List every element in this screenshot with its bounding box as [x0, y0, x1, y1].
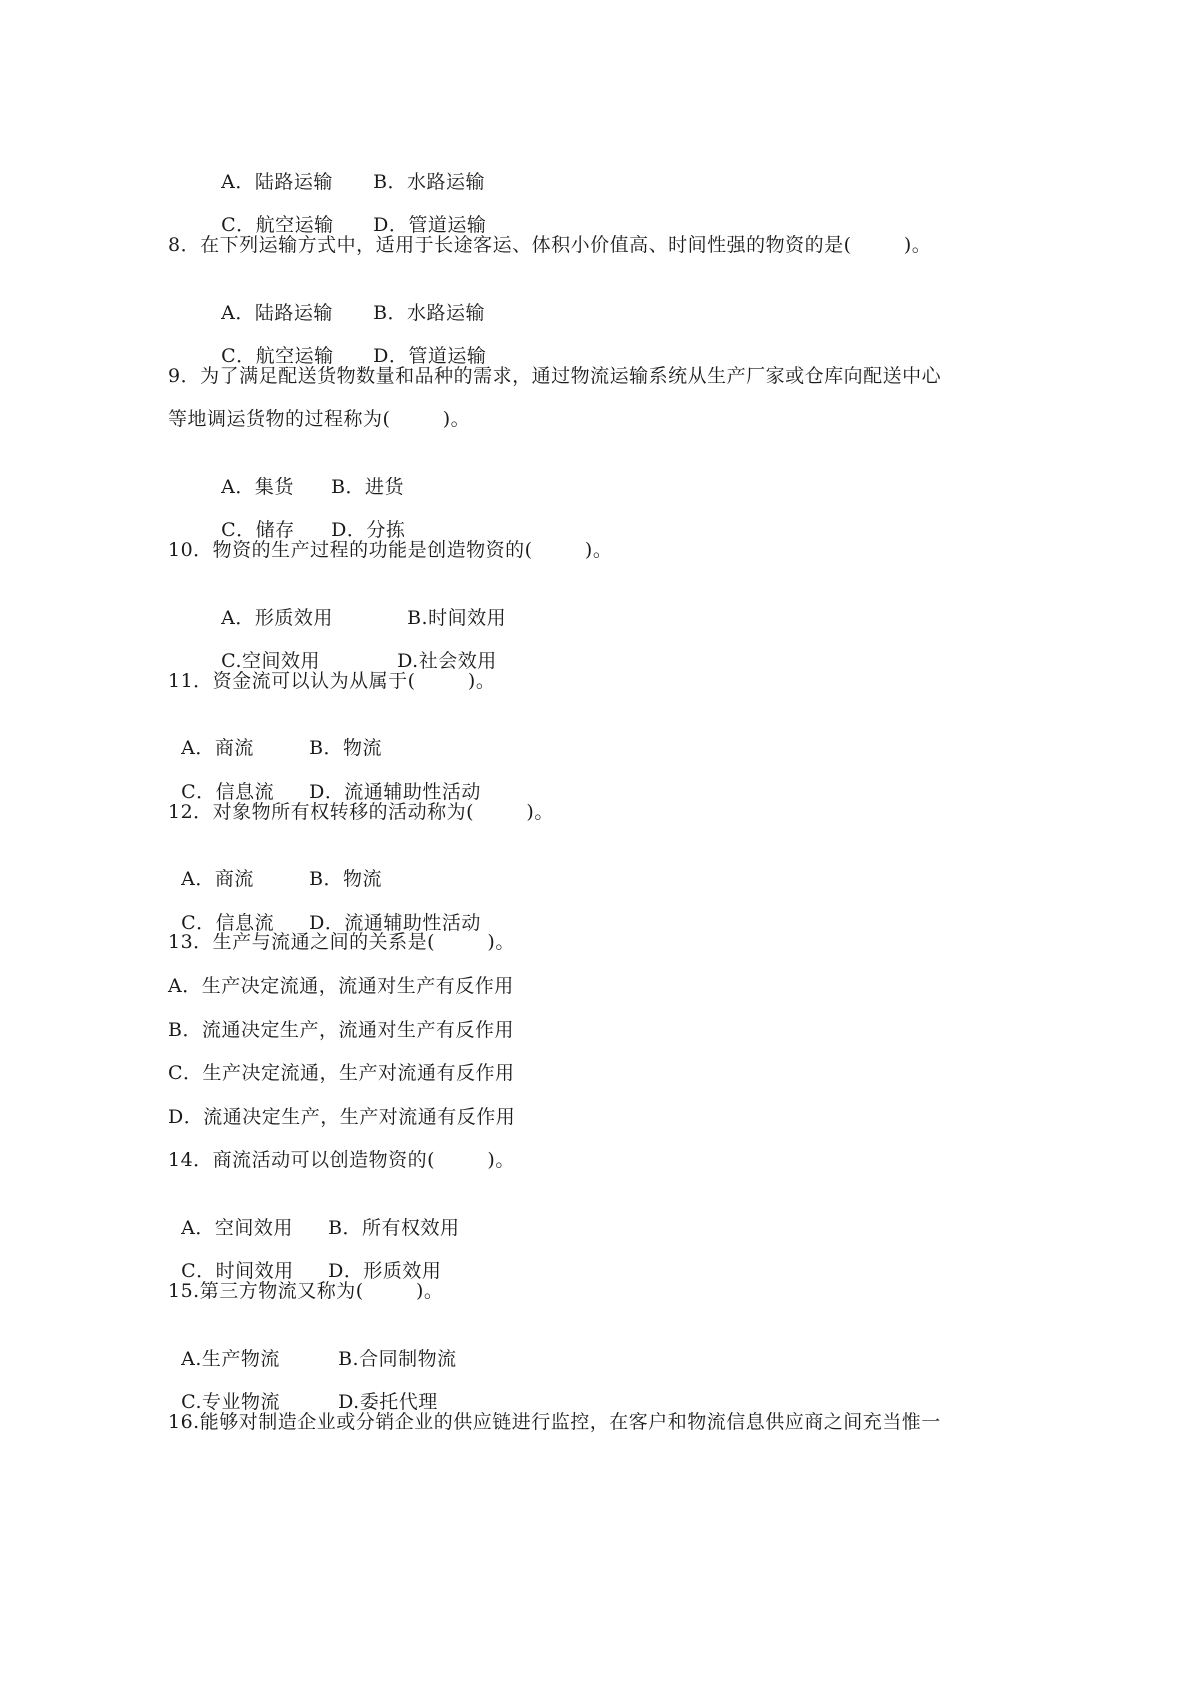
- q14-option-c: C．时间效用: [181, 1260, 294, 1282]
- q14-options-row1: [168, 1192, 460, 1240]
- q9-option-d: D．分拣: [331, 519, 406, 541]
- q14-option-a: A．空间效用: [181, 1217, 293, 1239]
- q15-option-d: D.委托代理: [338, 1391, 438, 1413]
- q11-option-a: A．商流: [181, 737, 254, 759]
- question-15: 15.第三方物流又称为( )。: [168, 1280, 444, 1302]
- q13-option-d: D．流通决定生产，生产对流通有反作用: [168, 1106, 516, 1128]
- q8-option-d: D．管道运输: [373, 345, 487, 367]
- question-8: 8．在下列运输方式中，适用于长途客运、体积小价值高、时间性强的物资的是( )。: [168, 234, 932, 256]
- q8-options-row2: [208, 320, 486, 368]
- q12-option-b: B．物流: [309, 868, 383, 890]
- q12-option-c: C．信息流: [181, 912, 275, 934]
- q15-option-b: B.合同制物流: [338, 1348, 457, 1370]
- q9-option-a: A．集货: [221, 476, 294, 498]
- q15-option-a: A.生产物流: [181, 1348, 280, 1370]
- q12-options-row2: [168, 887, 481, 935]
- question-11: 11．资金流可以认为从属于( )。: [168, 670, 496, 692]
- q9-options-row1: [208, 451, 404, 499]
- q10-options-row2: [208, 625, 497, 673]
- q8-options-row1: [208, 277, 485, 325]
- q15-option-c: C.专业物流: [181, 1391, 280, 1413]
- q14-options-row2: [168, 1235, 441, 1283]
- q7-option-a: A．陆路运输: [221, 171, 333, 193]
- q7-option-d: D．管道运输: [373, 214, 487, 236]
- q9-options-row2: [208, 494, 405, 542]
- q7-option-c: C．航空运输: [221, 214, 334, 236]
- q7-options-row1: [208, 146, 485, 194]
- question-9-line1: 9．为了满足配送货物数量和品种的需求，通过物流运输系统从生产厂家或仓库向配送中心: [168, 365, 942, 387]
- question-14: 14．商流活动可以创造物资的( )。: [168, 1149, 515, 1171]
- q9-option-b: B．进货: [331, 476, 405, 498]
- q10-options-row1: [208, 582, 506, 630]
- q12-option-d: D．流通辅助性活动: [309, 912, 481, 934]
- q11-options-row2: [168, 756, 481, 804]
- q10-option-c: C.空间效用: [221, 650, 320, 672]
- q10-option-a: A．形质效用: [221, 607, 333, 629]
- question-10: 10．物资的生产过程的功能是创造物资的( )。: [168, 539, 613, 561]
- q10-option-b: B.时间效用: [407, 607, 507, 629]
- q13-option-c: C．生产决定流通，生产对流通有反作用: [168, 1062, 515, 1084]
- q7-option-b: B．水路运输: [373, 171, 486, 193]
- q10-option-d: D.社会效用: [397, 650, 497, 672]
- q14-option-d: D．形质效用: [328, 1260, 442, 1282]
- q12-option-a: A．商流: [181, 868, 254, 890]
- question-9-line2: 等地调运货物的过程称为( )。: [168, 408, 471, 430]
- q7-options-row2: [208, 189, 486, 237]
- q11-options-row1: [168, 712, 382, 760]
- q11-option-b: B．物流: [309, 737, 383, 759]
- q12-options-row1: [168, 843, 382, 891]
- question-13: 13．生产与流通之间的关系是( )。: [168, 931, 515, 953]
- q14-option-b: B．所有权效用: [328, 1217, 460, 1239]
- q8-option-c: C．航空运输: [221, 345, 334, 367]
- q15-options-row1: [168, 1323, 457, 1371]
- q15-options-row2: [168, 1366, 438, 1414]
- q8-option-a: A．陆路运输: [221, 302, 333, 324]
- q13-option-a: A．生产决定流通，流通对生产有反作用: [168, 975, 514, 997]
- q11-option-c: C．信息流: [181, 781, 275, 803]
- q8-option-b: B．水路运输: [373, 302, 486, 324]
- q11-option-d: D．流通辅助性活动: [309, 781, 481, 803]
- q13-option-b: B．流通决定生产，流通对生产有反作用: [168, 1019, 514, 1041]
- q9-option-c: C．储存: [221, 519, 295, 541]
- question-12: 12．对象物所有权转移的活动称为( )。: [168, 801, 554, 823]
- question-16-line1: 16.能够对制造企业或分销企业的供应链进行监控，在客户和物流信息供应商之间充当惟一: [168, 1411, 941, 1433]
